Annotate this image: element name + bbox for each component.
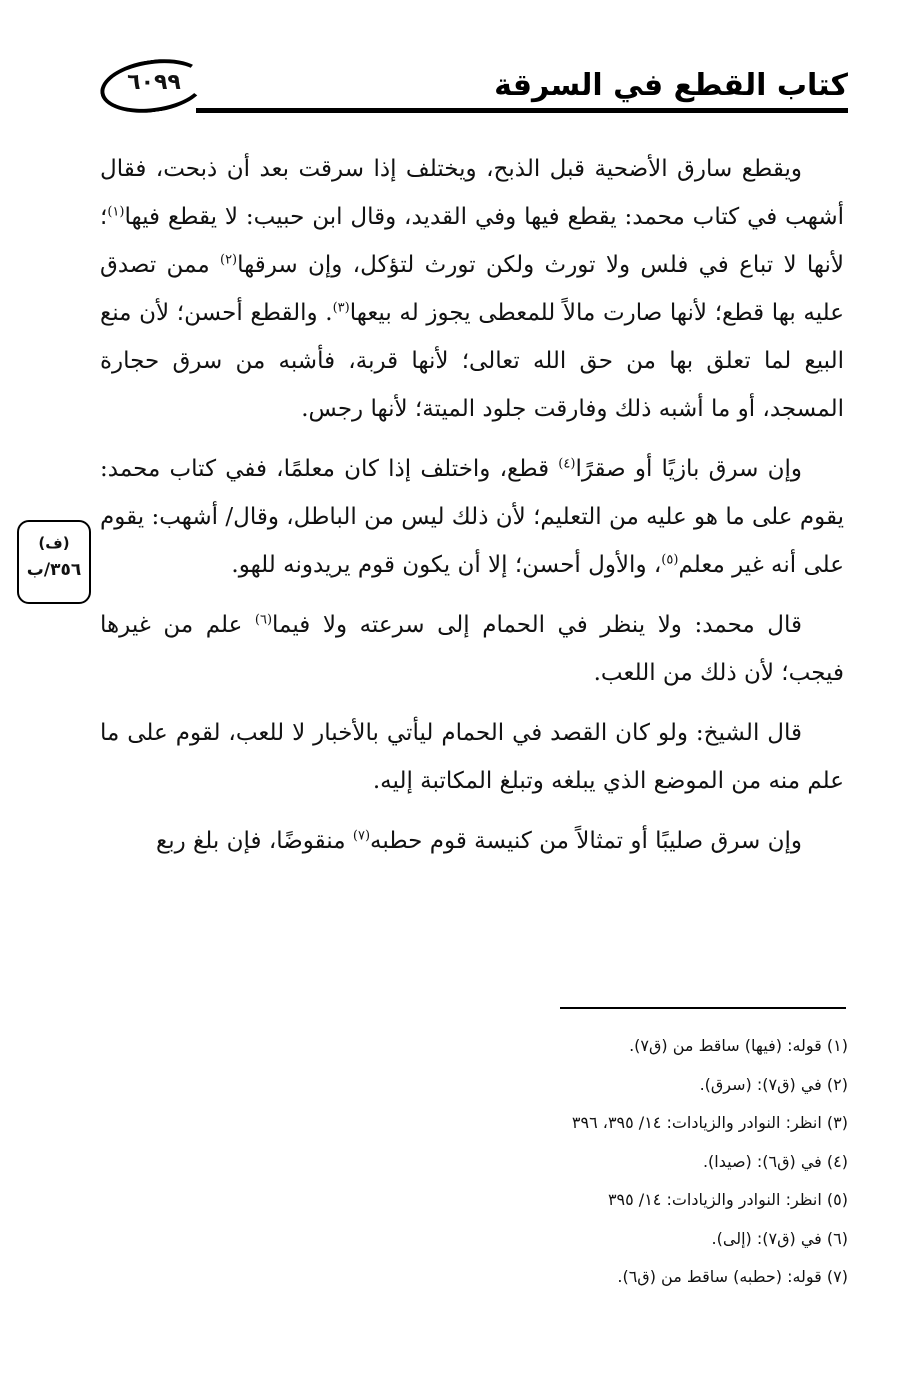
text-segment: قال محمد: ولا ينظر في الحمام إلى سرعته ولا فيما (272, 612, 802, 638)
footnote-ref: (٦) (254, 612, 273, 628)
paragraph (100, 709, 844, 805)
footnote: (٣) انظر: النوادر والزيادات: ١٤/ ٣٩٥، ٣٩٦ (571, 1113, 848, 1132)
footnote: (٥) انظر: النوادر والزيادات: ١٤/ ٣٩٥ (607, 1190, 848, 1209)
folio-label: (ف) (38, 534, 70, 552)
manuscript-folio-note (17, 520, 91, 604)
footnote-ref: (٢) (219, 252, 238, 268)
paragraph (100, 145, 844, 433)
header-rule (196, 108, 848, 113)
footnote-ref: (٥) (661, 552, 679, 568)
text-segment: منقوضًا، فإن بلغ ربع (156, 828, 353, 854)
footnote-ref: (٧) (352, 828, 371, 844)
text-segment: وإن سرق صليبًا أو تمثالاً من كنيسة قوم حطبه (370, 828, 802, 854)
chapter-title: كتاب القطع في السرقة (494, 68, 848, 103)
paragraph (100, 445, 844, 589)
text-segment: علم من غيرها فيجب؛ لأن ذلك من اللعب. (100, 612, 844, 686)
footnote: (٦) في (ق٧): (إلى). (711, 1228, 848, 1248)
footnote: (٤) في (ق٦): (صيدا). (702, 1151, 848, 1171)
footnote: (٢) في (ق٧): (سرق). (699, 1074, 848, 1094)
footnotes (288, 1027, 848, 1297)
footnote: (١) قوله: (فيها) ساقط من (ق٧). (629, 1036, 848, 1055)
folio-number: ٣٥٦/ب (26, 560, 82, 580)
text-segment: ممن تصدق عليه بها قطع؛ لأنها صارت مالاً للمعطى يجوز له بيعها (100, 252, 844, 326)
text-segment: . والقطع أحسن؛ لأن منع البيع لما تعلق بها من حق الله تعالى؛ لأنها قربة، فأشبه من سرق حجارة المسجد، أو ما أشبه ذلك وفارقت جلود الميتة؛ لأنها رجس. (100, 300, 844, 422)
paragraph (100, 817, 844, 865)
text-segment: ؛ لأنها لا تباع في فلس ولا تورث ولكن تورث لتؤكل، وإن سرقها (100, 204, 844, 278)
body-text (100, 145, 844, 877)
footnote: (٧) قوله: (حطبه) ساقط من (ق٦). (617, 1267, 848, 1286)
footnote-ref: (١) (107, 204, 125, 220)
paragraph (100, 601, 844, 697)
text-segment: ، والأول أحسن؛ إلا أن يكون قوم يريدونه للهو. (231, 552, 662, 578)
text-segment: ويقطع سارق الأضحية قبل الذبح، ويختلف إذا سرقت بعد أن ذبحت، فقال أشهب في كتاب محمد: يقطع فيها وفي القديد، وقال ابن حبيب: لا يقطع فيها (100, 156, 844, 230)
page-header (100, 56, 848, 126)
text-segment: قال الشيخ: ولو كان القصد في الحمام ليأتي بالأخبار لا للعب، لقوم على ما علم منه من الموضع الذي يبلغه وتبلغ المكاتبة إليه. (100, 720, 844, 794)
footnote-separator (560, 1007, 846, 1009)
footnote-ref: (٤) (558, 456, 576, 472)
text-segment: قطع، واختلف إذا كان معلمًا، ففي كتاب محمد: يقوم على ما هو عليه من التعليم؛ لأن ذلك ليس من الباطل، وقال/ أشهب: يقوم على أنه غير معلم (100, 456, 844, 578)
page-number: ٦٠٩٩ (127, 70, 181, 95)
text-segment: وإن سرق بازيًا أو صقرًا (575, 456, 803, 482)
footnote-ref: (٣) (332, 300, 350, 316)
